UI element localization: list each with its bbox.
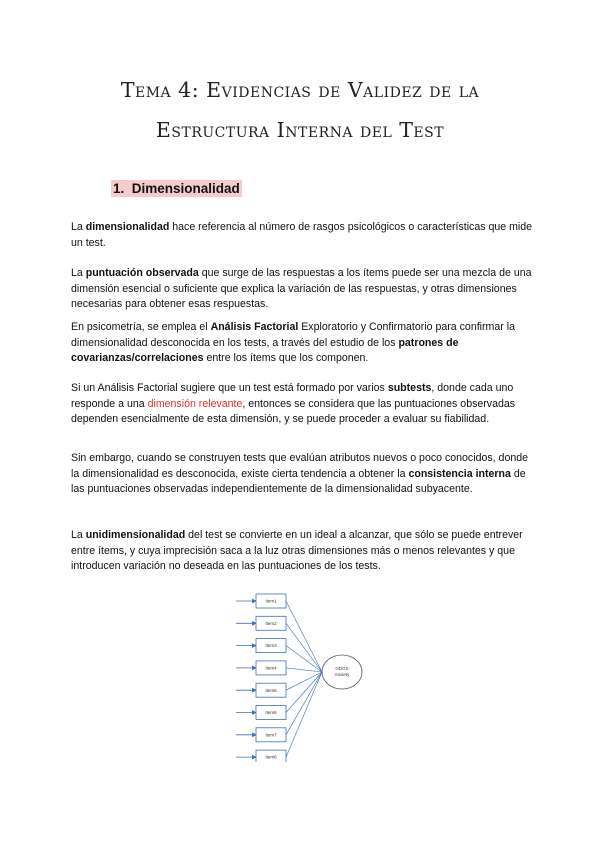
item-label: Item2 — [265, 620, 277, 626]
item-label: Item6 — [265, 710, 277, 716]
factor-label-line-2: Anxiety — [334, 672, 350, 677]
text-run: Sin embargo, cuando se construyen tests que evalúan atributos nuevos o poco conocidos, donde la dimensionalidad es desconocida, existe cierta tendencia a obtener la — [71, 452, 529, 480]
bold-term: Análisis Factorial — [210, 321, 299, 333]
text-run: del test se convierte en un ideal a alcanzar, que sólo se puede entrever entre ítems, y cuya imprecisión saca a la luz otras dimensiones más o menos relevantes y que introducen variación no deseada en las puntuaciones de los tests. — [71, 529, 523, 572]
bold-term: unidimensionalidad — [85, 529, 186, 541]
section-heading-highlight — [111, 180, 242, 197]
loading-line — [286, 623, 322, 672]
text-run: La — [71, 221, 86, 233]
item-label: Item7 — [265, 732, 277, 738]
text-run: , donde cada uno responde a una — [71, 382, 514, 410]
document-title-line-1: Tema 4: Evidencias de Validez de la — [120, 78, 480, 102]
item-label: Item1 — [265, 598, 277, 604]
factor-model-diagram — [230, 590, 390, 762]
item-boxes — [236, 594, 322, 762]
loading-line — [286, 672, 322, 757]
text-run: En psicometría, se emplea el — [71, 321, 211, 333]
text-run: Si un Análisis Factorial sugiere que un test está formado por varios — [71, 382, 388, 394]
loading-line — [286, 646, 322, 672]
text-run: , entonces se considera que las puntuaciones observadas dependen esencialmente de esta dimensión, y se puede proceder a evaluar su fiabilidad. — [71, 397, 516, 425]
item-label: Item3 — [265, 643, 277, 649]
section-number: 1. — [113, 181, 125, 196]
bold-term: subtests — [387, 382, 432, 394]
bold-term: consistencia interna — [408, 467, 511, 480]
paragraph-puntuacion-observada — [71, 266, 533, 313]
document-title-line-2: Estructura Interna del Test — [155, 118, 445, 142]
paragraph-unidimensionalidad — [71, 528, 533, 575]
loading-line — [286, 672, 322, 713]
item-label: Item5 — [265, 687, 277, 693]
text-run: de las puntuaciones observadas independientemente de la dimensionalidad subyacente. — [71, 467, 526, 495]
factor-label-line-1: GDGS — [335, 666, 349, 671]
paragraph-consistencia-interna — [71, 451, 533, 498]
section-title: Dimensionalidad — [131, 181, 240, 196]
text-run: Exploratorio y Confirmatorio para confirmar la dimensionalidad desconocida en los tests, a través del estudio de los — [71, 321, 515, 349]
loading-line — [286, 601, 322, 672]
text-run: hace referencia al número de rasgos psicológicos o características que mide un test. — [71, 221, 533, 249]
loading-line — [286, 668, 322, 672]
bold-term: puntuación observada — [85, 267, 199, 279]
text-run: La — [71, 529, 86, 541]
item-label: Item8 — [265, 754, 277, 760]
text-run: La — [71, 267, 86, 279]
red-term: dimensión relevante — [147, 397, 243, 410]
paragraph-dimensionalidad — [71, 220, 533, 251]
text-run: que surge de las respuestas a los ítems puede ser una mezcla de una dimensión esencial o suficiente que explica la variación de las respuestas, y otras dimensiones necesarias para obtener esas respuestas. — [71, 267, 532, 310]
text-run: entre los ítems que los componen. — [203, 352, 369, 364]
item-label: Item4 — [265, 665, 277, 671]
bold-term: patrones de covarianzas/correlaciones — [71, 336, 459, 364]
section-heading — [111, 180, 242, 198]
paragraph-subtests — [71, 381, 533, 428]
bold-term: dimensionalidad — [85, 221, 170, 233]
paragraph-analisis-factorial — [71, 320, 533, 367]
